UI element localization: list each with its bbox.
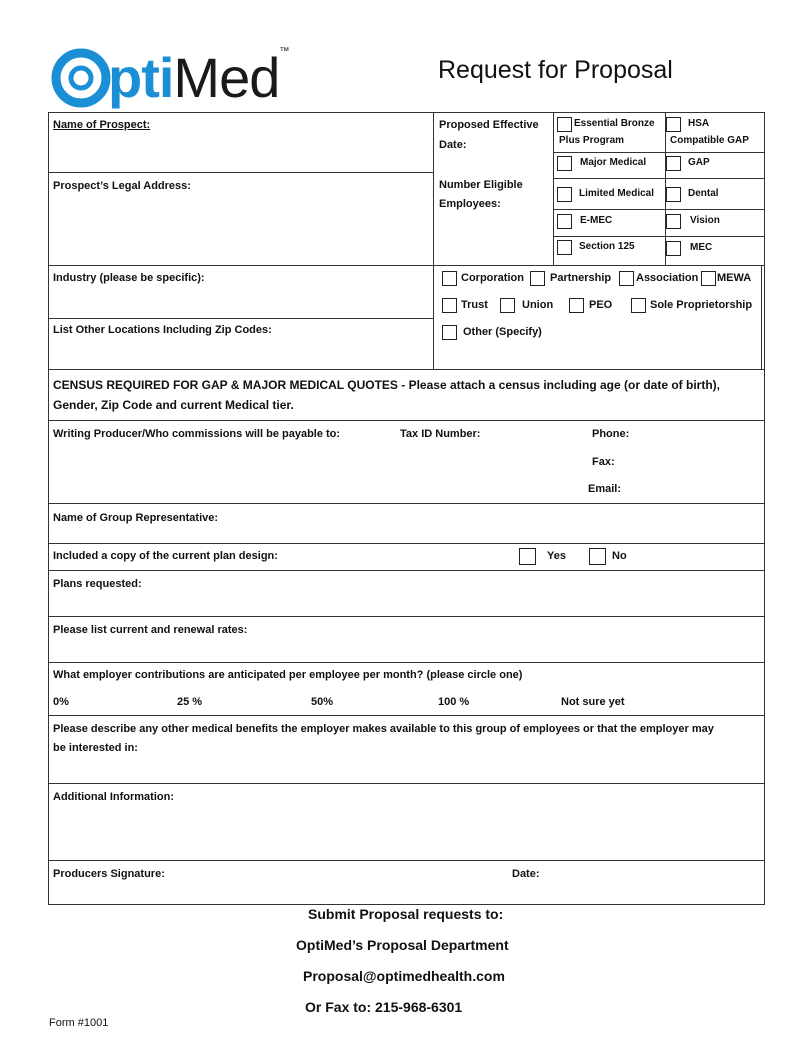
mewa-checkbox[interactable] bbox=[701, 271, 716, 286]
submit-heading: Submit Proposal requests to: bbox=[308, 906, 504, 922]
rule bbox=[48, 265, 764, 266]
proposal-email-link[interactable]: Proposal@optimedhealth.com bbox=[303, 968, 505, 984]
proposal-department: OptiMed’s Proposal Department bbox=[296, 937, 509, 953]
rule bbox=[764, 112, 765, 905]
proposal-fax: Or Fax to: 215-968-6301 bbox=[305, 999, 463, 1015]
peo-label: PEO bbox=[589, 299, 613, 311]
industry-label: Industry (please be specific): bbox=[53, 272, 205, 284]
census-line2: Gender, Zip Code and current Medical tier. bbox=[53, 398, 294, 412]
logo-text-med: Med bbox=[173, 46, 280, 109]
gap-checkbox[interactable] bbox=[666, 156, 681, 171]
rule bbox=[553, 178, 764, 179]
group-rep-label: Name of Group Representative: bbox=[53, 512, 219, 524]
association-checkbox[interactable] bbox=[619, 271, 634, 286]
plan-design-no-label: No bbox=[612, 550, 627, 562]
mec-label: MEC bbox=[690, 242, 713, 253]
rule bbox=[48, 715, 764, 716]
union-label: Union bbox=[522, 299, 554, 311]
rule bbox=[48, 112, 764, 113]
proposed-effective-label: Proposed Effective bbox=[439, 119, 539, 131]
logo-tm: ™ bbox=[279, 46, 290, 57]
rule bbox=[48, 369, 49, 905]
dental-checkbox[interactable] bbox=[666, 187, 681, 202]
limited-medical-label: Limited Medical bbox=[579, 188, 655, 199]
other-benefits-line2: be interested in: bbox=[53, 742, 138, 754]
fax-label: Fax: bbox=[592, 456, 615, 468]
contribution-option[interactable]: 0% bbox=[53, 696, 69, 708]
mewa-label: MEWA bbox=[717, 272, 752, 284]
plan-design-no-checkbox[interactable] bbox=[589, 548, 606, 565]
major-medical-checkbox[interactable] bbox=[557, 156, 572, 171]
email-label: Email: bbox=[588, 483, 622, 495]
rule bbox=[48, 112, 49, 370]
number-eligible-label: Number Eligible bbox=[439, 179, 523, 191]
legal-address-label: Prospect’s Legal Address: bbox=[53, 180, 191, 192]
other-specify-label: Other (Specify) bbox=[463, 326, 542, 338]
rule bbox=[433, 112, 434, 370]
partnership-checkbox[interactable] bbox=[530, 271, 545, 286]
plan-design-yes-label: Yes bbox=[547, 550, 566, 562]
gap-label: GAP bbox=[688, 157, 710, 168]
rule bbox=[48, 904, 765, 905]
rule bbox=[48, 420, 764, 421]
vision-label: Vision bbox=[690, 215, 720, 226]
other-benefits-line1: Please describe any other medical benefits the employer makes available to this group of employees or that the employer may bbox=[53, 723, 714, 735]
emec-label: E-MEC bbox=[580, 215, 613, 226]
page-title: Request for Proposal bbox=[438, 56, 673, 84]
corporation-checkbox[interactable] bbox=[442, 271, 457, 286]
rule bbox=[48, 369, 764, 370]
plans-requested-label: Plans requested: bbox=[53, 578, 142, 590]
rule bbox=[48, 662, 764, 663]
writing-producer-label: Writing Producer/Who commissions will be payable to: bbox=[53, 428, 341, 440]
name-of-prospect-label: Name of Prospect: bbox=[53, 119, 151, 131]
peo-checkbox[interactable] bbox=[569, 298, 584, 313]
rule bbox=[48, 543, 764, 544]
rule bbox=[553, 236, 764, 237]
contribution-option[interactable]: Not sure yet bbox=[561, 696, 625, 708]
optimed-logo bbox=[50, 38, 289, 118]
producer-signature-label: Producers Signature: bbox=[53, 868, 165, 880]
association-label: Association bbox=[636, 272, 699, 284]
section125-checkbox[interactable] bbox=[557, 240, 572, 255]
other-specify-checkbox[interactable] bbox=[442, 325, 457, 340]
essential-bronze-checkbox[interactable] bbox=[557, 117, 572, 132]
contribution-option[interactable]: 25 % bbox=[177, 696, 203, 708]
rule bbox=[553, 152, 764, 153]
phone-label: Phone: bbox=[592, 428, 630, 440]
mec-checkbox[interactable] bbox=[666, 241, 681, 256]
other-locations-label: List Other Locations Including Zip Codes: bbox=[53, 324, 272, 336]
contribution-option[interactable]: 100 % bbox=[438, 696, 470, 708]
proposed-effective-date-label: Date: bbox=[439, 139, 467, 151]
trust-checkbox[interactable] bbox=[442, 298, 457, 313]
signature-date-label: Date: bbox=[512, 868, 540, 880]
plus-program-label: Plus Program bbox=[559, 135, 625, 146]
hsa-checkbox[interactable] bbox=[666, 117, 681, 132]
rates-label: Please list current and renewal rates: bbox=[53, 624, 248, 636]
partnership-label: Partnership bbox=[550, 272, 612, 284]
emec-checkbox[interactable] bbox=[557, 214, 572, 229]
logo-o-icon bbox=[50, 47, 112, 109]
plan-design-yes-checkbox[interactable] bbox=[519, 548, 536, 565]
vision-checkbox[interactable] bbox=[666, 214, 681, 229]
rule bbox=[48, 318, 433, 319]
hsa-label: HSA bbox=[688, 118, 710, 129]
major-medical-label: Major Medical bbox=[580, 157, 647, 168]
rule bbox=[553, 112, 554, 265]
rule bbox=[48, 616, 764, 617]
rule bbox=[761, 265, 762, 370]
rule bbox=[553, 209, 764, 210]
form-number: Form #1001 bbox=[49, 1017, 109, 1029]
limited-medical-checkbox[interactable] bbox=[557, 187, 572, 202]
trust-label: Trust bbox=[461, 299, 488, 311]
rule bbox=[48, 860, 764, 861]
plan-design-label: Included a copy of the current plan design: bbox=[53, 550, 278, 562]
rule bbox=[48, 172, 433, 173]
essential-bronze-label: Essential Bronze bbox=[574, 118, 655, 129]
rule bbox=[48, 503, 764, 504]
dental-label: Dental bbox=[688, 188, 719, 199]
rule bbox=[48, 783, 764, 784]
tax-id-label: Tax ID Number: bbox=[400, 428, 481, 440]
sole-proprietorship-label: Sole Proprietorship bbox=[650, 299, 753, 311]
rule bbox=[48, 570, 764, 571]
union-checkbox[interactable] bbox=[500, 298, 515, 313]
employees-label: Employees: bbox=[439, 198, 501, 210]
contribution-option[interactable]: 50% bbox=[311, 696, 334, 708]
corporation-label: Corporation bbox=[461, 272, 524, 284]
contributions-question: What employer contributions are anticipated per employee per month? (please circle one) bbox=[53, 669, 523, 681]
logo-text-pti: pti bbox=[108, 46, 174, 109]
census-line1: CENSUS REQUIRED FOR GAP & MAJOR MEDICAL QUOTES - Please attach a census including age (or date of birth), bbox=[53, 378, 720, 392]
section125-label: Section 125 bbox=[579, 241, 635, 252]
compatible-gap-label: Compatible GAP bbox=[670, 135, 749, 146]
sole-proprietorship-checkbox[interactable] bbox=[631, 298, 646, 313]
additional-info-label: Additional Information: bbox=[53, 791, 174, 803]
